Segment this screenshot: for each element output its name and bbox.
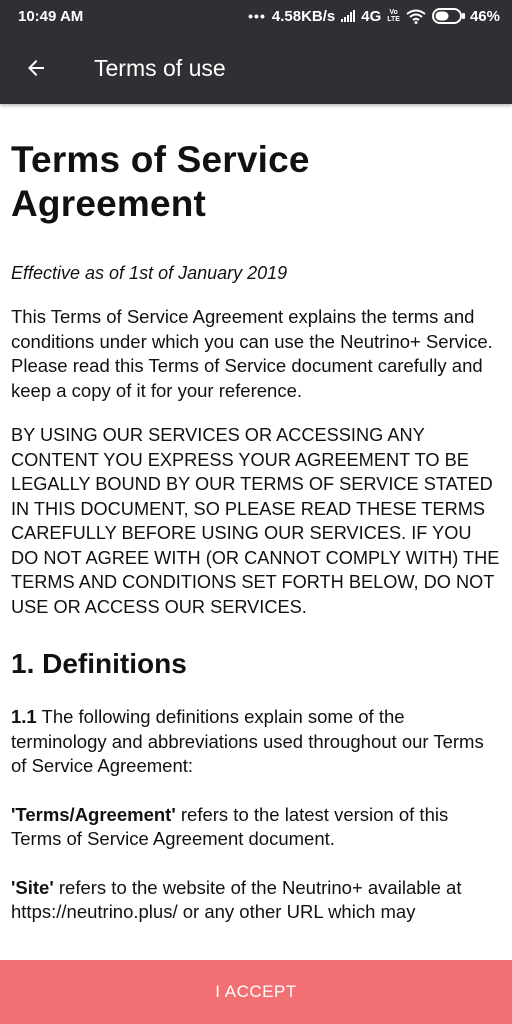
arrow-back-icon [24, 56, 48, 80]
network-type: 4G [361, 7, 382, 25]
definition-terms-term: 'Terms/Agreement' [11, 803, 176, 825]
status-time: 10:49 AM [18, 7, 84, 25]
network-speed: 4.58KB/s [271, 7, 336, 25]
section-definitions-title: 1. Definitions [11, 648, 187, 679]
definition-terms [11, 803, 501, 852]
status-bar [0, 0, 512, 32]
terms-content[interactable] [0, 104, 512, 960]
effective-date: Effective as of 1st of January 2019 [11, 263, 288, 283]
toolbar-title: Terms of use [94, 54, 226, 81]
battery-percent: 46% [469, 7, 500, 25]
battery-icon [432, 8, 466, 24]
definition-1-1 [11, 705, 501, 779]
definition-site-text: refers to the website of the Neutrino+ available at https://neutrino.plus/ or any other URL which may [11, 876, 462, 922]
document-title: Terms of Service Agreement [11, 139, 310, 224]
status-icons [248, 8, 500, 25]
app-toolbar [0, 32, 512, 104]
definition-site [11, 876, 501, 925]
caps-notice-paragraph: BY USING OUR SERVICES OR ACCESSING ANY CONTENT YOU EXPRESS YOUR AGREEMENT TO BE LEGALLY BOUND BY OUR TERMS OF SERVICE STATED IN THIS DOCUMENT, SO PLEASE READ THESE TERMS CAREFULLY BEFORE USING OUR SERVICES. IF YOU DO NOT AGREE WITH (OR CANNOT COMPLY WITH) THE TERMS AND CONDITIONS SET FORTH BELOW, DO NOT USE OR ACCESS OUR SERVICES. [11, 425, 500, 617]
intro-paragraph: This Terms of Service Agreement explains the terms and conditions under which you can use the Neutrino+ Service. Please read this Terms of Service document carefully and keep a copy of it for your reference. [11, 306, 493, 401]
accept-button[interactable]: I ACCEPT [0, 960, 512, 1024]
battery [432, 8, 500, 25]
definition-site-term: 'Site' [11, 876, 54, 898]
definition-1-1-text: The following definitions explain some of the terminology and abbreviations used throughout our Terms of Service Agreement: [11, 706, 484, 776]
definition-terms-text: refers to the latest version of this Terms of Service Agreement document. [11, 803, 449, 849]
back-button[interactable] [0, 32, 72, 104]
wifi-icon [406, 9, 426, 24]
definition-1-1-number: 1.1 [11, 706, 37, 727]
volte-icon: Vo LTE [387, 9, 400, 23]
notification-dots: ••• [248, 8, 266, 24]
signal-icon [341, 10, 355, 22]
